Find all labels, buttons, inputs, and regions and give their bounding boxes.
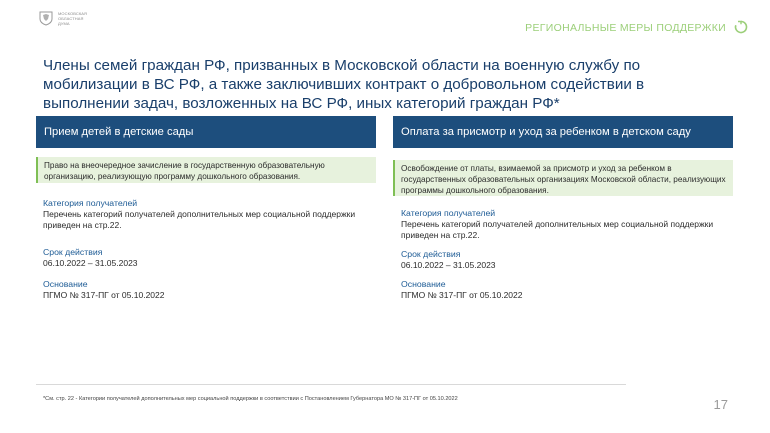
basis-field	[43, 279, 164, 301]
field-label: Срок действия	[401, 249, 461, 259]
recipients-field	[401, 208, 731, 241]
page-number: 17	[713, 397, 728, 412]
footer-divider	[36, 384, 626, 385]
field-value: 06.10.2022 – 31.05.2023	[43, 258, 138, 268]
field-label: Категория получателей	[401, 208, 496, 218]
period-field	[43, 247, 138, 269]
page-title: Члены семей граждан РФ, призванных в Московской области на военную службу по мобилизации в ВС РФ, а также заключивших контракт о добровольном содействии в выполнении задач, возложенных на ВС РФ, иных категорий граждан РФ*	[43, 57, 645, 112]
logo-text: МОСКОВСКАЯ ОБЛАСТНАЯ ДУМА	[58, 10, 88, 26]
recipients-field	[43, 198, 373, 231]
card-header-kindergarten-fee: Оплата за присмотр и уход за ребенком в детском саду	[393, 116, 733, 148]
field-label: Категория получателей	[43, 198, 138, 208]
period-field	[401, 249, 496, 271]
basis-field	[401, 279, 522, 301]
field-value: ПГМО № 317-ПГ от 05.10.2022	[43, 290, 165, 300]
field-value: ПГМО № 317-ПГ от 05.10.2022	[401, 290, 523, 300]
field-label: Срок действия	[43, 247, 103, 257]
field-value: 06.10.2022 – 31.05.2023	[401, 260, 496, 270]
field-value: Перечень категорий получателей дополнительных мер социальной поддержки приведен на стр.22.	[401, 219, 714, 240]
footnote: *См. стр. 22 - Категории получателей дополнительных мер социальной поддержки в соответствии с Постановлением Губернатора МО № 317-ПГ от 05.10.2022	[43, 396, 458, 402]
card-description: Освобождение от платы, взимаемой за присмотр и уход за ребенком в государственных образовательных организациях Московской области, реализующих программы дошкольного образования.	[393, 160, 733, 196]
refresh-icon	[734, 20, 748, 34]
section-tag: РЕГИОНАЛЬНЫЕ МЕРЫ ПОДДЕРЖКИ	[525, 22, 726, 34]
logo	[38, 10, 87, 26]
field-label: Основание	[401, 279, 446, 289]
card-description: Право на внеочередное зачисление в государственную образовательную организацию, реализующую программу дошкольного образования.	[36, 157, 376, 183]
card-header-kindergarten-admission: Прием детей в детские сады	[36, 116, 376, 148]
coat-of-arms-icon	[38, 10, 54, 26]
field-label: Основание	[43, 279, 88, 289]
field-value: Перечень категорий получателей дополнительных мер социальной поддержки приведен на стр.22.	[43, 209, 356, 230]
